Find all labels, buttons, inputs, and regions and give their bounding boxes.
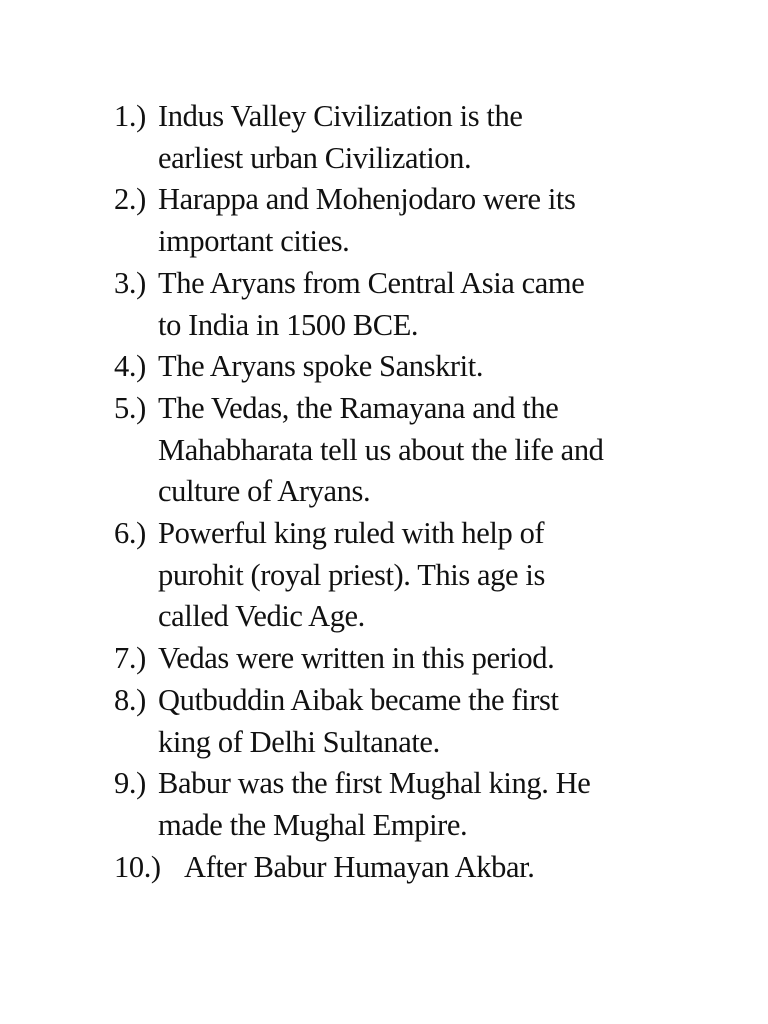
list-item (114, 513, 724, 638)
item-number: 7.) (114, 641, 146, 676)
item-number: 1.) (114, 99, 146, 133)
numbered-list (114, 96, 724, 888)
list-item (114, 388, 724, 513)
item-text: Qutbuddin Aibak became the first king of Delhi Sultanate. (158, 682, 559, 759)
item-text: Babur was the first Mughal king. He made the Mughal Empire. (158, 766, 591, 842)
item-text: Harappa and Mohenjodaro were its important cities. (158, 182, 576, 259)
item-number: 2.) (114, 182, 146, 217)
item-number: 5.) (114, 390, 146, 425)
list-item (114, 179, 724, 262)
list-item (114, 263, 724, 346)
item-text: Powerful king ruled with help of purohit (royal priest). This age is called Vedic Age. (158, 516, 545, 634)
item-text: After Babur Humayan Akbar. (184, 849, 535, 884)
list-item (114, 96, 724, 179)
item-number: 9.) (114, 766, 146, 801)
item-number: 4.) (114, 349, 146, 384)
list-item (114, 346, 724, 388)
item-text: Vedas were written in this period. (158, 641, 555, 676)
item-number: 6.) (114, 516, 146, 551)
list-item (114, 847, 724, 889)
item-text: The Aryans spoke Sanskrit. (158, 349, 484, 384)
item-text: The Vedas, the Ramayana and the Mahabharata tell us about the life and culture of Aryans. (158, 390, 604, 509)
list-item (114, 638, 724, 680)
list-item (114, 680, 724, 763)
item-number: 10.) (114, 849, 161, 884)
item-number: 3.) (114, 265, 146, 300)
item-number: 8.) (114, 682, 146, 717)
item-text: The Aryans from Central Asia came to India in 1500 BCE. (158, 265, 585, 342)
item-text: Indus Valley Civilization is the earliest urban Civilization. (158, 99, 523, 175)
list-item (114, 763, 724, 846)
